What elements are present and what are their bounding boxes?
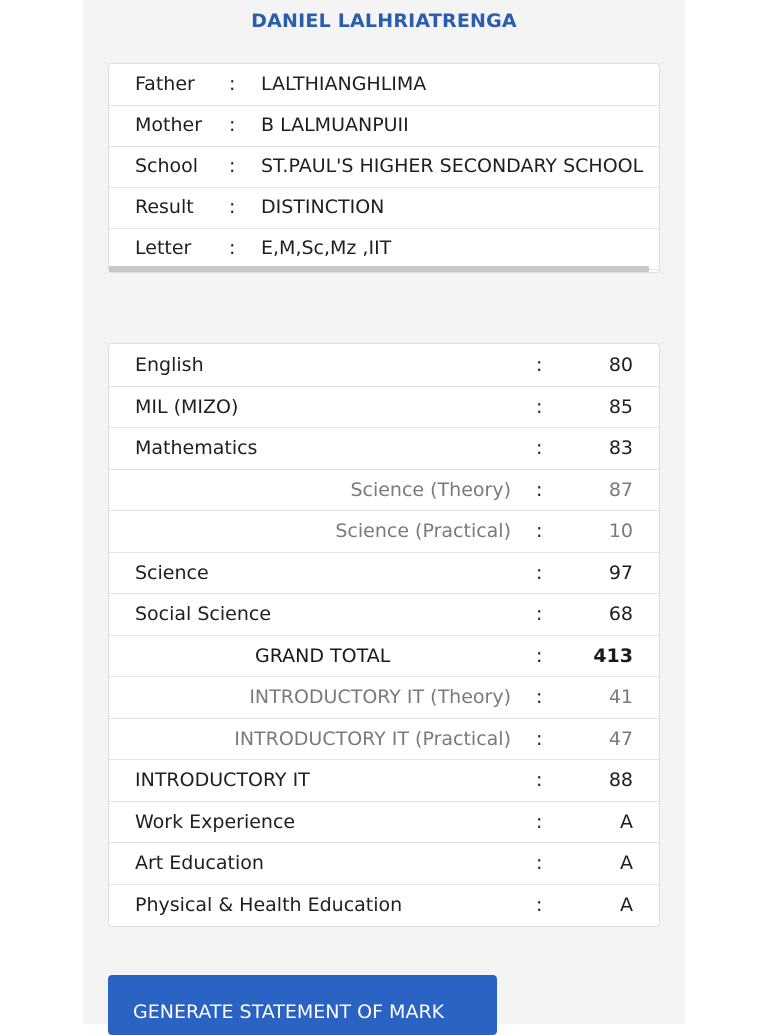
subject-score: 10 xyxy=(608,520,633,542)
subject-score: 41 xyxy=(608,686,633,708)
info-row-school xyxy=(109,146,659,188)
mark-row-introductory-it xyxy=(109,759,659,802)
mark-row-social-science xyxy=(109,593,659,636)
mark-row-work-experience xyxy=(109,801,659,844)
mark-separator: : xyxy=(536,478,543,501)
marks-table xyxy=(108,343,660,927)
mark-row-grand-total xyxy=(109,635,659,678)
mark-separator: : xyxy=(536,603,543,625)
student-info-card xyxy=(108,63,660,273)
subject-name: Science (Theory) xyxy=(350,478,511,501)
info-label: Letter xyxy=(135,237,192,259)
mark-separator: : xyxy=(536,852,543,874)
subject-name: INTRODUCTORY IT (Practical) xyxy=(234,727,511,750)
subject-score: 80 xyxy=(608,354,633,376)
info-row-result xyxy=(109,187,659,229)
mark-row-english xyxy=(109,344,659,387)
mark-separator: : xyxy=(536,769,543,791)
subject-score: 68 xyxy=(608,603,633,625)
info-separator: : xyxy=(229,73,236,95)
info-label: Mother xyxy=(135,114,203,136)
subject-name: Art Education xyxy=(135,852,264,874)
mark-row-it-theory xyxy=(109,676,659,719)
mark-row-it-practical xyxy=(109,718,659,761)
info-row-mother xyxy=(109,105,659,147)
subject-name: MIL (MIZO) xyxy=(135,395,239,418)
horizontal-scrollbar[interactable] xyxy=(109,266,649,272)
mark-separator: : xyxy=(536,561,543,584)
subject-name: Work Experience xyxy=(135,810,296,833)
subject-score: 88 xyxy=(608,769,633,791)
subject-name: Science xyxy=(135,561,209,584)
info-value: LALTHIANGHLIMA xyxy=(261,73,427,95)
subject-score: 97 xyxy=(608,561,633,584)
grand-total-score: 413 xyxy=(593,644,633,667)
subject-name: INTRODUCTORY IT xyxy=(135,769,310,791)
mark-row-science xyxy=(109,552,659,595)
subject-name: Physical & Health Education xyxy=(135,893,403,916)
mark-separator: : xyxy=(536,727,543,750)
subject-score: 85 xyxy=(608,395,633,418)
info-value: B LALMUANPUII xyxy=(261,114,409,136)
mark-separator: : xyxy=(536,354,543,376)
mark-separator: : xyxy=(536,395,543,418)
mark-separator: : xyxy=(536,893,543,916)
subject-name: Mathematics xyxy=(135,437,258,459)
subject-name: English xyxy=(135,354,204,376)
mark-row-physical-health-education xyxy=(109,884,659,926)
mark-row-art-education xyxy=(109,842,659,885)
info-label: Result xyxy=(135,196,194,218)
subject-score: A xyxy=(620,893,633,916)
subject-name: Social Science xyxy=(135,603,272,625)
subject-score: 47 xyxy=(608,727,633,750)
mark-separator: : xyxy=(536,644,543,667)
info-row-letter xyxy=(109,228,659,270)
mark-separator: : xyxy=(536,437,543,459)
subject-score: 87 xyxy=(608,478,633,501)
result-page xyxy=(83,0,685,1024)
grand-total-label: GRAND TOTAL xyxy=(255,644,391,667)
mark-separator: : xyxy=(536,686,543,708)
subject-name: Science (Practical) xyxy=(335,520,511,542)
mark-separator: : xyxy=(536,810,543,833)
info-label: Father xyxy=(135,73,195,95)
info-value: E,M,Sc,Mz ,IIT xyxy=(261,237,392,259)
mark-separator: : xyxy=(536,520,543,542)
info-value: ST.PAUL'S HIGHER SECONDARY SCHOOL xyxy=(261,155,644,177)
generate-statement-button[interactable]: GENERATE STATEMENT OF MARK xyxy=(108,975,497,1035)
subject-score: 83 xyxy=(608,437,633,459)
info-separator: : xyxy=(229,155,236,177)
student-name: DANIEL LALHRIATRENGA xyxy=(251,10,517,32)
mark-row-mil xyxy=(109,386,659,429)
info-separator: : xyxy=(229,196,236,218)
subject-score: A xyxy=(620,810,633,833)
info-value: DISTINCTION xyxy=(261,196,385,218)
info-label: School xyxy=(135,155,199,177)
info-row-father xyxy=(109,64,659,106)
subject-score: A xyxy=(620,852,633,874)
mark-row-science-theory xyxy=(109,469,659,512)
mark-row-science-practical xyxy=(109,510,659,553)
info-separator: : xyxy=(229,114,236,136)
mark-row-mathematics xyxy=(109,427,659,470)
info-separator: : xyxy=(229,237,236,259)
subject-name: INTRODUCTORY IT (Theory) xyxy=(249,686,511,708)
